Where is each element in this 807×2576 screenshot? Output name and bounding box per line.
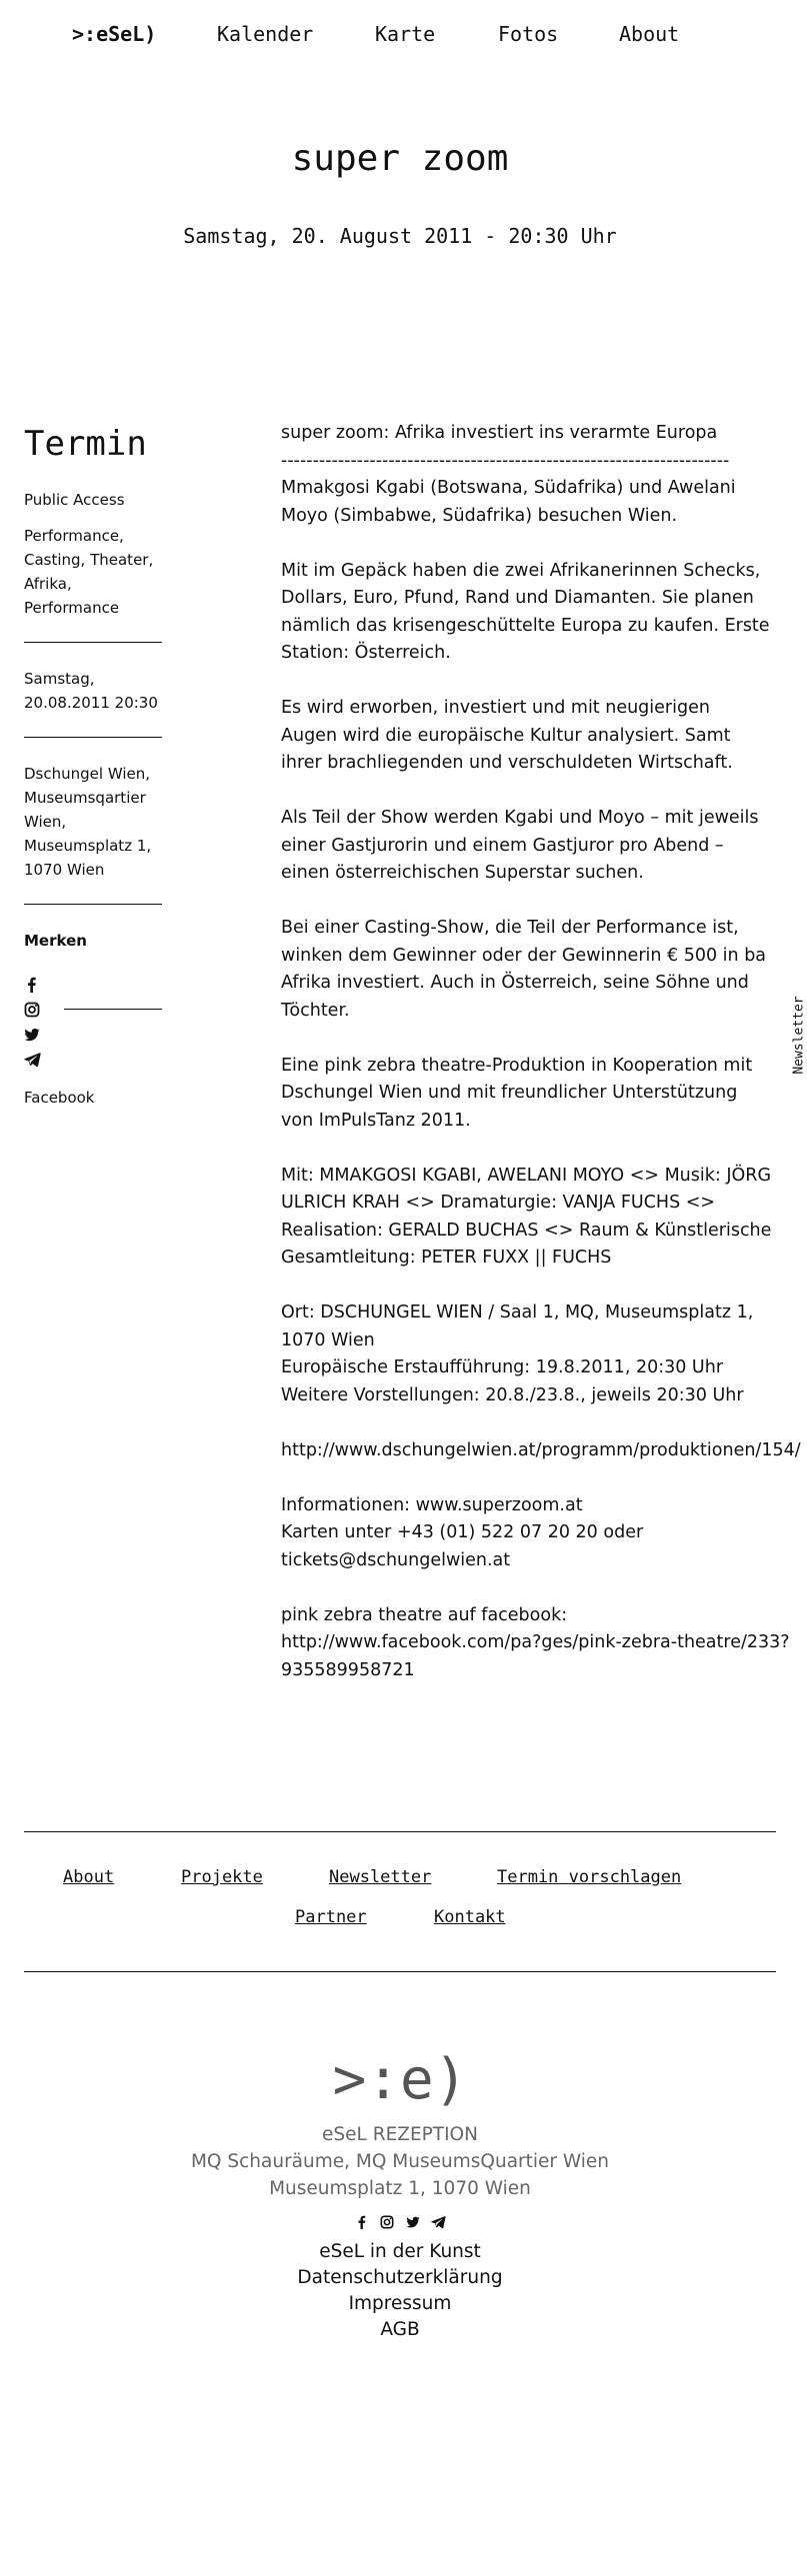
content-paragraph: Es wird erworben, investiert und mit neugierigen Augen wird die europäische Kultur analysiert. Samt ihrer brachliegenden und verschuldeten Wirtschaft. [281, 698, 733, 773]
location-line: Weitere Vorstellungen: 20.8./23.8., jeweils 20:30 Uhr [281, 1384, 744, 1405]
footer-link-projekte[interactable]: Projekte [181, 1867, 263, 1887]
casting-paragraph [281, 915, 771, 1025]
footer-divider [24, 1971, 776, 1972]
sidebar-heading: Termin [24, 424, 147, 464]
credits-line: Realisation: GERALD BUCHAS <> Raum & Künstlerische [281, 1220, 772, 1241]
top-navigation [0, 22, 800, 54]
footer-link-termin-vorschlagen[interactable]: Termin vorschlagen [497, 1867, 682, 1887]
credits-line: ULRICH KRAH <> Dramaturgie: VANJA FUCHS <> [281, 1193, 716, 1213]
content-dashes: ----------------------------------------------------------------------- [281, 450, 730, 471]
nav-kalender[interactable]: Kalender [217, 22, 314, 46]
twitter-icon[interactable] [406, 2215, 420, 2229]
address-line: Museumsplatz 1, 1070 Wien [269, 2178, 531, 2199]
merken-button[interactable]: Merken [24, 932, 87, 950]
casting-line: Bei einer Casting-Show, die Teil der Performance ist, [281, 918, 739, 938]
datetime-line: 20.08.2011 20:30 [24, 694, 158, 712]
location-line: 1070 Wien [281, 1329, 375, 1350]
event-venue[interactable] [24, 762, 164, 882]
tag-item[interactable]: Performance [24, 599, 120, 617]
info-line: Karten unter +43 (01) 522 07 20 20 oder [281, 1522, 644, 1542]
facebook-icon[interactable] [24, 977, 40, 993]
info-line: Informationen: www.superzoom.at [281, 1494, 583, 1515]
newsletter-tab[interactable]: Newsletter [791, 996, 807, 1075]
content-headline: super zoom: Afrika investiert ins verarmte Europa [281, 423, 718, 443]
nav-fotos[interactable]: Fotos [498, 22, 559, 46]
venue-line: Dschungel Wien, [24, 765, 150, 783]
footer-link-newsletter[interactable]: Newsletter [329, 1867, 432, 1887]
footer-divider [24, 1831, 776, 1832]
telegram-icon[interactable] [431, 2215, 445, 2229]
share-divider [64, 1009, 162, 1010]
sidebar-divider [24, 737, 162, 738]
content-paragraph: Mit im Gepäck haben die zwei Afrikanerinnen Schecks, Dollars, Euro, Pfund, Rand und Diamanten. Sie planen nämlich das krisengeschüttelte Europa zu kaufen. Erste Station: Österreich. [281, 560, 770, 663]
footer-link-datenschutz[interactable]: Datenschutzerklärung [297, 2267, 503, 2288]
telegram-icon[interactable] [24, 1052, 40, 1068]
venue-line: 1070 Wien [24, 861, 105, 879]
footer-link-esel-in-der-kunst[interactable]: eSeL in der Kunst [319, 2241, 481, 2262]
tag-item[interactable]: Performance, [24, 527, 124, 545]
venue-line: Museumsqartier [24, 789, 146, 807]
nav-about[interactable]: About [619, 22, 680, 46]
location-line: Ort: DSCHUNGEL WIEN / Saal 1, MQ, Museumsplatz 1, [281, 1302, 754, 1322]
nav-karte[interactable]: Karte [375, 22, 436, 46]
share-icons [24, 977, 164, 1068]
instagram-icon[interactable] [24, 1002, 40, 1018]
address-line: MQ Schauräume, MQ MuseumsQuartier Wien [190, 2151, 610, 2172]
facebook-link[interactable]: Facebook [24, 1089, 95, 1107]
casting-line: Töchter. [281, 1000, 350, 1021]
location-paragraph [281, 1299, 771, 1409]
termin-sidebar [24, 424, 164, 1110]
address-line: eSeL REZEPTION [322, 2124, 478, 2145]
facebook-label: pink zebra theatre auf facebook: [281, 1604, 568, 1625]
venue-line: Wien, [24, 813, 67, 831]
casting-line: Afrika investiert. Auch in Österreich, seine Söhne und [281, 973, 749, 993]
tag-item[interactable]: Casting, Theater, [24, 551, 154, 569]
credits-line: Gesamtleitung: PETER FUXX || FUCHS [281, 1248, 612, 1268]
twitter-icon[interactable] [24, 1027, 40, 1043]
facebook-url[interactable]: http://www.facebook.com/pa?ges/pink-zebra-theatre/233? [281, 1632, 790, 1652]
production-paragraph: Eine pink zebra theatre-Produktion in Kooperation mit Dschungel Wien und mit freundlicher Unterstützung von ImPulsTanz 2011. [281, 1055, 753, 1131]
credits-line: Mit: MMAKGOSI KGABI, AWELANI MOYO <> Musik: JÖRG [281, 1165, 771, 1186]
facebook-paragraph [281, 1602, 790, 1685]
event-tags [24, 524, 164, 620]
event-date: Samstag, 20. August 2011 - 20:30 Uhr [183, 224, 617, 248]
credits-paragraph [281, 1163, 771, 1273]
footer-link-partner[interactable]: Partner [295, 1907, 367, 1927]
content-paragraph: Als Teil der Show werden Kgabi und Moyo – mit jeweils einer Gastjurorin und einem Gastjuror pro Abend – einen österreichischen Superstar suchen. [281, 808, 759, 883]
footer-logo[interactable]: >:e) [332, 2047, 468, 2112]
footer-link-impressum[interactable]: Impressum [348, 2293, 452, 2314]
footer-link-kontakt[interactable]: Kontakt [434, 1907, 506, 1927]
venue-line: Museumsplatz 1, [24, 837, 152, 855]
facebook-icon[interactable] [355, 2215, 369, 2229]
tag-item[interactable]: Afrika, [24, 575, 72, 593]
footer-address [0, 2121, 800, 2202]
datetime-line: Samstag, [24, 670, 95, 688]
footer-link-agb[interactable]: AGB [380, 2319, 420, 2340]
location-line: Europäische Erstaufführung: 19.8.2011, 20:30 Uhr [281, 1357, 724, 1377]
instagram-icon[interactable] [380, 2215, 394, 2229]
program-url[interactable]: http://www.dschungelwien.at/programm/produktionen/154/ [281, 1439, 801, 1460]
footer-link-about[interactable]: About [63, 1867, 115, 1887]
event-datetime [24, 667, 164, 715]
sidebar-divider [24, 642, 162, 643]
event-category[interactable]: Public Access [24, 491, 125, 509]
sidebar-divider [24, 904, 162, 905]
footer-legal-links [0, 2239, 800, 2343]
info-email[interactable]: tickets@dschungelwien.at [281, 1549, 511, 1570]
facebook-url-end[interactable]: 935589958721 [281, 1659, 415, 1680]
casting-line: winken dem Gewinner oder der Gewinnerin € 500 in ba [281, 945, 767, 966]
info-paragraph [281, 1492, 771, 1575]
event-title: super zoom [291, 138, 509, 179]
site-logo[interactable]: >:eSeL) [72, 22, 157, 46]
content-intro: Mmakgosi Kgabi (Botswana, Südafrika) und Awelani Moyo (Simbabwe, Südafrika) besuchen Wien. [281, 478, 736, 526]
footer-social-icons [0, 2211, 800, 2230]
